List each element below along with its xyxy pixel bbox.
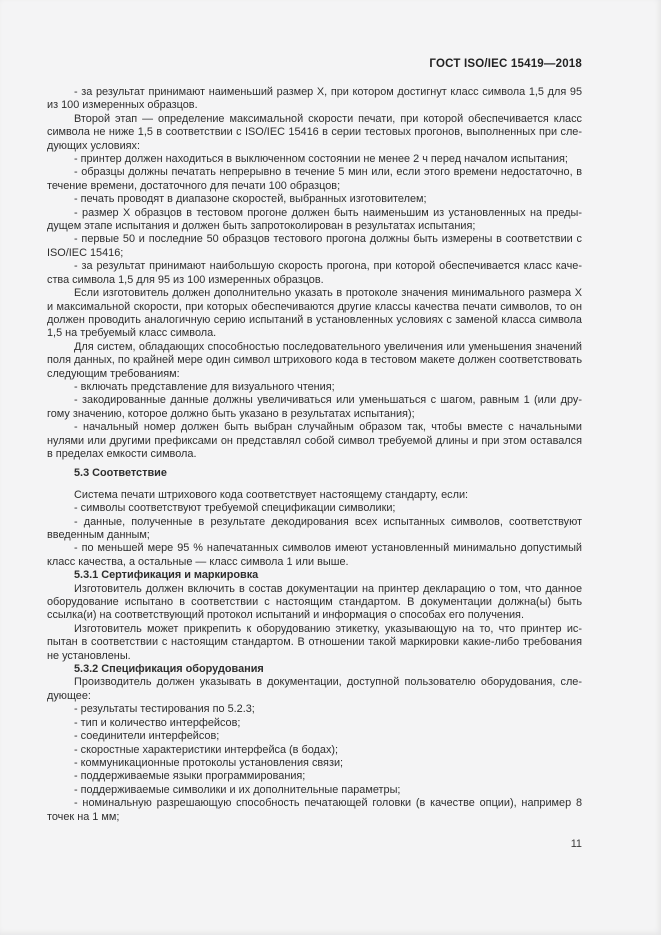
list-item: - начальный номер должен быть выбран случайным образом так, чтобы вместе с начальными нулями или другими префиксами он представлял собой символ требуемой длины и при этом оставался в пределах емкости символа. [47,421,582,460]
list-item: - тип и количество интерфейсов; [74,716,241,729]
list-item: - закодированные данные должны увеличиваться или уменьшаться с шагом, равным 1 (или другому значению, которое должно быть указано в результатах испытания); [47,394,582,420]
list-item: - данные, полученные в результате декодирования всех испытанных символов, соответствуют введенным данным; [47,515,582,541]
paragraph: Для систем, обладающих способностью последовательного увеличения или уменьшения значений поля данных, по крайней мере один символ штрихового кода в тестовом макете должен соответствовать следующим требованиям: [47,340,582,380]
paragraph: Второй этап — определение максимальной скорости печати, при которой обеспечивается класс символа не ниже 1,5 в соответствии с ISO/IEC 15416 в серии тестовых прогонов, выполненных при следующих условиях: [47,112,582,152]
section-heading: 5.3 Соответствие [74,467,167,480]
paragraph: Изготовитель может прикрепить к оборудованию этикетку, указывающую на то, что принтер испытан в соответствии с настоящим стандартом. В отношении такой маркировки какие-либо требования не установлены. [47,622,582,662]
list-item: - за результат принимают наибольшую скорость прогона, при которой обеспечивается класс качества символа 1,5 для 95 из 100 измеренных образцов. [47,260,582,286]
subsection-heading: 5.3.1 Сертификация и маркировка [74,569,259,582]
list-item: - принтер должен находиться в выключенном состоянии не менее 2 ч перед началом испытания; [74,153,568,166]
paragraph: Система печати штрихового кода соответствует настоящему стандарту, если: [74,488,469,501]
list-item: - размер X образцов в тестовом прогоне должен быть наименьшим из установленных на предыдущем этапе испытания и должен быть запротоколирован в результатах испытания; [47,206,582,233]
list-item: - символы соответствуют требуемой спецификации символики; [74,502,396,515]
list-item: - по меньшей мере 95 % напечатанных символов имеют установленный минимально допустимый класс качества, а остальные — класс символа 1 или выше. [47,542,582,568]
list-item: - поддерживаемые символики и их дополнительные параметры; [74,783,401,796]
paragraph: Изготовитель должен включить в состав документации на принтер декларацию о том, что данное оборудование испытано в соответствии с настоящим стандартом. В документации должна(ы) быть ссылка(и) на соответствующий протокол испытаний и информация о способах его получения. [47,582,582,622]
subsection-heading: 5.3.2 Спецификация оборудования [74,663,264,676]
paragraph: Если изготовитель должен дополнительно указать в протоколе значения минимального размера X и максимальной скорости, при которых обеспечиваются другие классы качества печати символов, то он должен проводить аналогичную серию испытаний в установленных условиях с заменой класса символа 1,5 на требуемый класс символа. [47,287,582,340]
page-number: 11 [570,838,582,850]
document-body [47,86,582,824]
running-header: ГОСТ ISO/IEC 15419—2018 [429,58,582,70]
list-item: - печать проводят в диапазоне скоростей, выбранных изготовителем; [74,193,427,206]
list-item: - соединители интерфейсов; [74,730,220,743]
list-item: - включать представление для визуального чтения; [74,380,335,393]
list-item: - первые 50 и последние 50 образцов тестового прогона должны быть измерены в соответствии с ISO/IEC 15416; [47,233,582,259]
list-item: - номинальную разрешающую способность печатающей головки (в качестве опции), например 8 точек на 1 мм; [47,797,582,823]
list-item: - образцы должны печатать непрерывно в течение 5 мин или, если этого времени недостаточно, в течение времени, достаточного для печати 100 образцов; [47,166,582,192]
list-item: - за результат принимают наименьший размер X, при котором достигнут класс символа 1,5 для 95 из 100 измеренных образцов. [47,86,582,112]
paragraph: Производитель должен указывать в документации, доступной пользователю оборудования, следующее: [47,676,582,702]
list-item: - скоростные характеристики интерфейса (в бодах); [74,743,339,756]
list-item: - коммуникационные протоколы установления связи; [74,756,344,769]
list-item: - результаты тестирования по 5.2.3; [74,703,255,716]
list-item: - поддерживаемые языки программирования; [74,770,306,783]
